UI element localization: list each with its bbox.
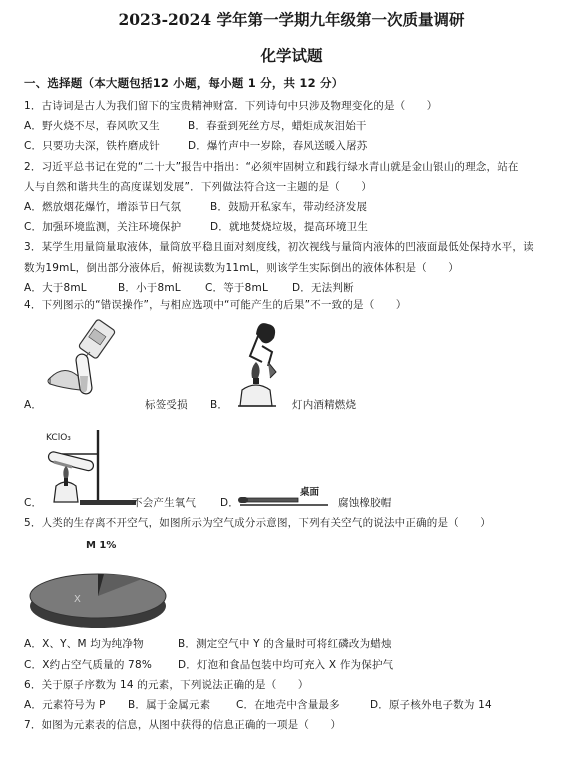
q5-option-d: D．灯泡和食品包装中均可充入 X 作为保护气 — [178, 659, 394, 671]
q2-option-d: D．就地焚烧垃圾，提高环境卫生 — [210, 221, 369, 233]
q4-stem: 4．下列图示的“错误操作”，与相应选项中“可能产生的后果”不一致的是（ ） — [24, 299, 407, 311]
q6-stem: 6．关于原子序数为 14 的元素，下列说法正确的是（ ） — [24, 679, 309, 691]
q3-option-a: A．大于8mL — [24, 282, 87, 294]
q6-option-a: A．元素符号为 P — [24, 699, 106, 711]
q5-fig-label-m: M 1% — [86, 540, 117, 551]
q5-option-b: B．测定空气中 Y 的含量时可将红磷改为蜡烛 — [178, 638, 392, 650]
q4-option-b-letter: B． — [210, 399, 229, 411]
q4-option-d-text: 腐蚀橡胶帽 — [338, 497, 392, 509]
exam-title: 2023-2024 学年第一学期九年级第一次质量调研 — [118, 10, 465, 29]
q5-option-a: A．X、Y、M 均为纯净物 — [24, 638, 144, 650]
q4-option-b-text: 灯内酒精燃烧 — [292, 399, 357, 411]
q5-option-c: C．X约占空气质量的 78% — [24, 659, 152, 671]
q4-option-c-letter: C． — [24, 497, 43, 509]
q6-option-b: B．属于金属元素 — [128, 699, 211, 711]
q1-option-b: B．春蚕到死丝方尽，蜡炬成灰泪始干 — [188, 120, 367, 132]
q1-option-a: A．野火烧不尽，春风吹又生 — [24, 120, 160, 132]
q4-option-a-letter: A． — [24, 399, 43, 411]
q4-figure-c-label: KClO₃ — [46, 433, 71, 443]
q1-option-d: D．爆竹声中一岁除，春风送暖入屠苏 — [188, 140, 368, 152]
q4-option-c-text: 不会产生氧气 — [132, 497, 197, 509]
q4-figure-d-dropper-on-table — [238, 484, 334, 508]
q1-stem: 1．古诗词是古人为我们留下的宝贵精神财富．下列诗句中只涉及物理变化的是（ ） — [24, 100, 438, 112]
q5-stem: 5．人类的生存离不开空气，如图所示为空气成分示意图，下列有关空气的说法中正确的是（ ） — [24, 517, 491, 529]
q2-stem-line1: 2．习近平总书记在党的“二十大”报告中指出：“必须牢固树立和践行绿水青山就是金山银山的理念，站在 — [24, 161, 519, 173]
q3-option-c: C．等于8mL — [205, 282, 268, 294]
q4-option-d-letter: D． — [220, 497, 239, 509]
q5-fig-label-x: X — [74, 594, 81, 605]
q4-figure-a-pouring-test-tube — [40, 318, 140, 400]
q1-option-c: C．只要功夫深，铁杵磨成针 — [24, 140, 160, 152]
q4-figure-c-heating-kclo3 — [40, 424, 138, 506]
q4-figure-d-label: 桌面 — [300, 487, 320, 498]
q3-stem-line2: 数为19mL，倒出部分液体后，俯视读数为11mL，则该学生实际倒出的液体体积是（ ） — [24, 262, 459, 274]
q2-option-b: B．鼓励开私家车，带动经济发展 — [210, 201, 368, 213]
q2-option-a: A．燃放烟花爆竹，增添节日气氛 — [24, 201, 182, 213]
q5-air-composition-disc — [24, 536, 174, 634]
q2-stem-line2: 人与自然和谐共生的高度谋划发展”．下列做法符合这一主题的是（ ） — [24, 181, 373, 193]
section-heading: 一、选择题（本大题包括12 小题，每小题 1 分，共 12 分） — [24, 76, 344, 90]
exam-subtitle: 化学试题 — [260, 46, 323, 65]
q7-stem: 7．如图为元素表的信息，从图中获得的信息正确的一项是（ ） — [24, 719, 342, 731]
q3-option-b: B．小于8mL — [118, 282, 181, 294]
q6-option-d: D．原子核外电子数为 14 — [370, 699, 492, 711]
q6-option-c: C．在地壳中含量最多 — [236, 699, 340, 711]
q3-option-d: D．无法判断 — [292, 282, 354, 294]
q4-option-a-text: 标签受损 — [145, 399, 188, 411]
q3-stem-line1: 3．某学生用量筒量取液体，量筒放平稳且面对刻度线，初次视线与量筒内液体的凹液面最低处保持水平，读 — [24, 241, 534, 253]
q2-option-c: C．加强环境监测，关注环境保护 — [24, 221, 182, 233]
q4-figure-b-alcohol-lamps — [228, 316, 300, 408]
